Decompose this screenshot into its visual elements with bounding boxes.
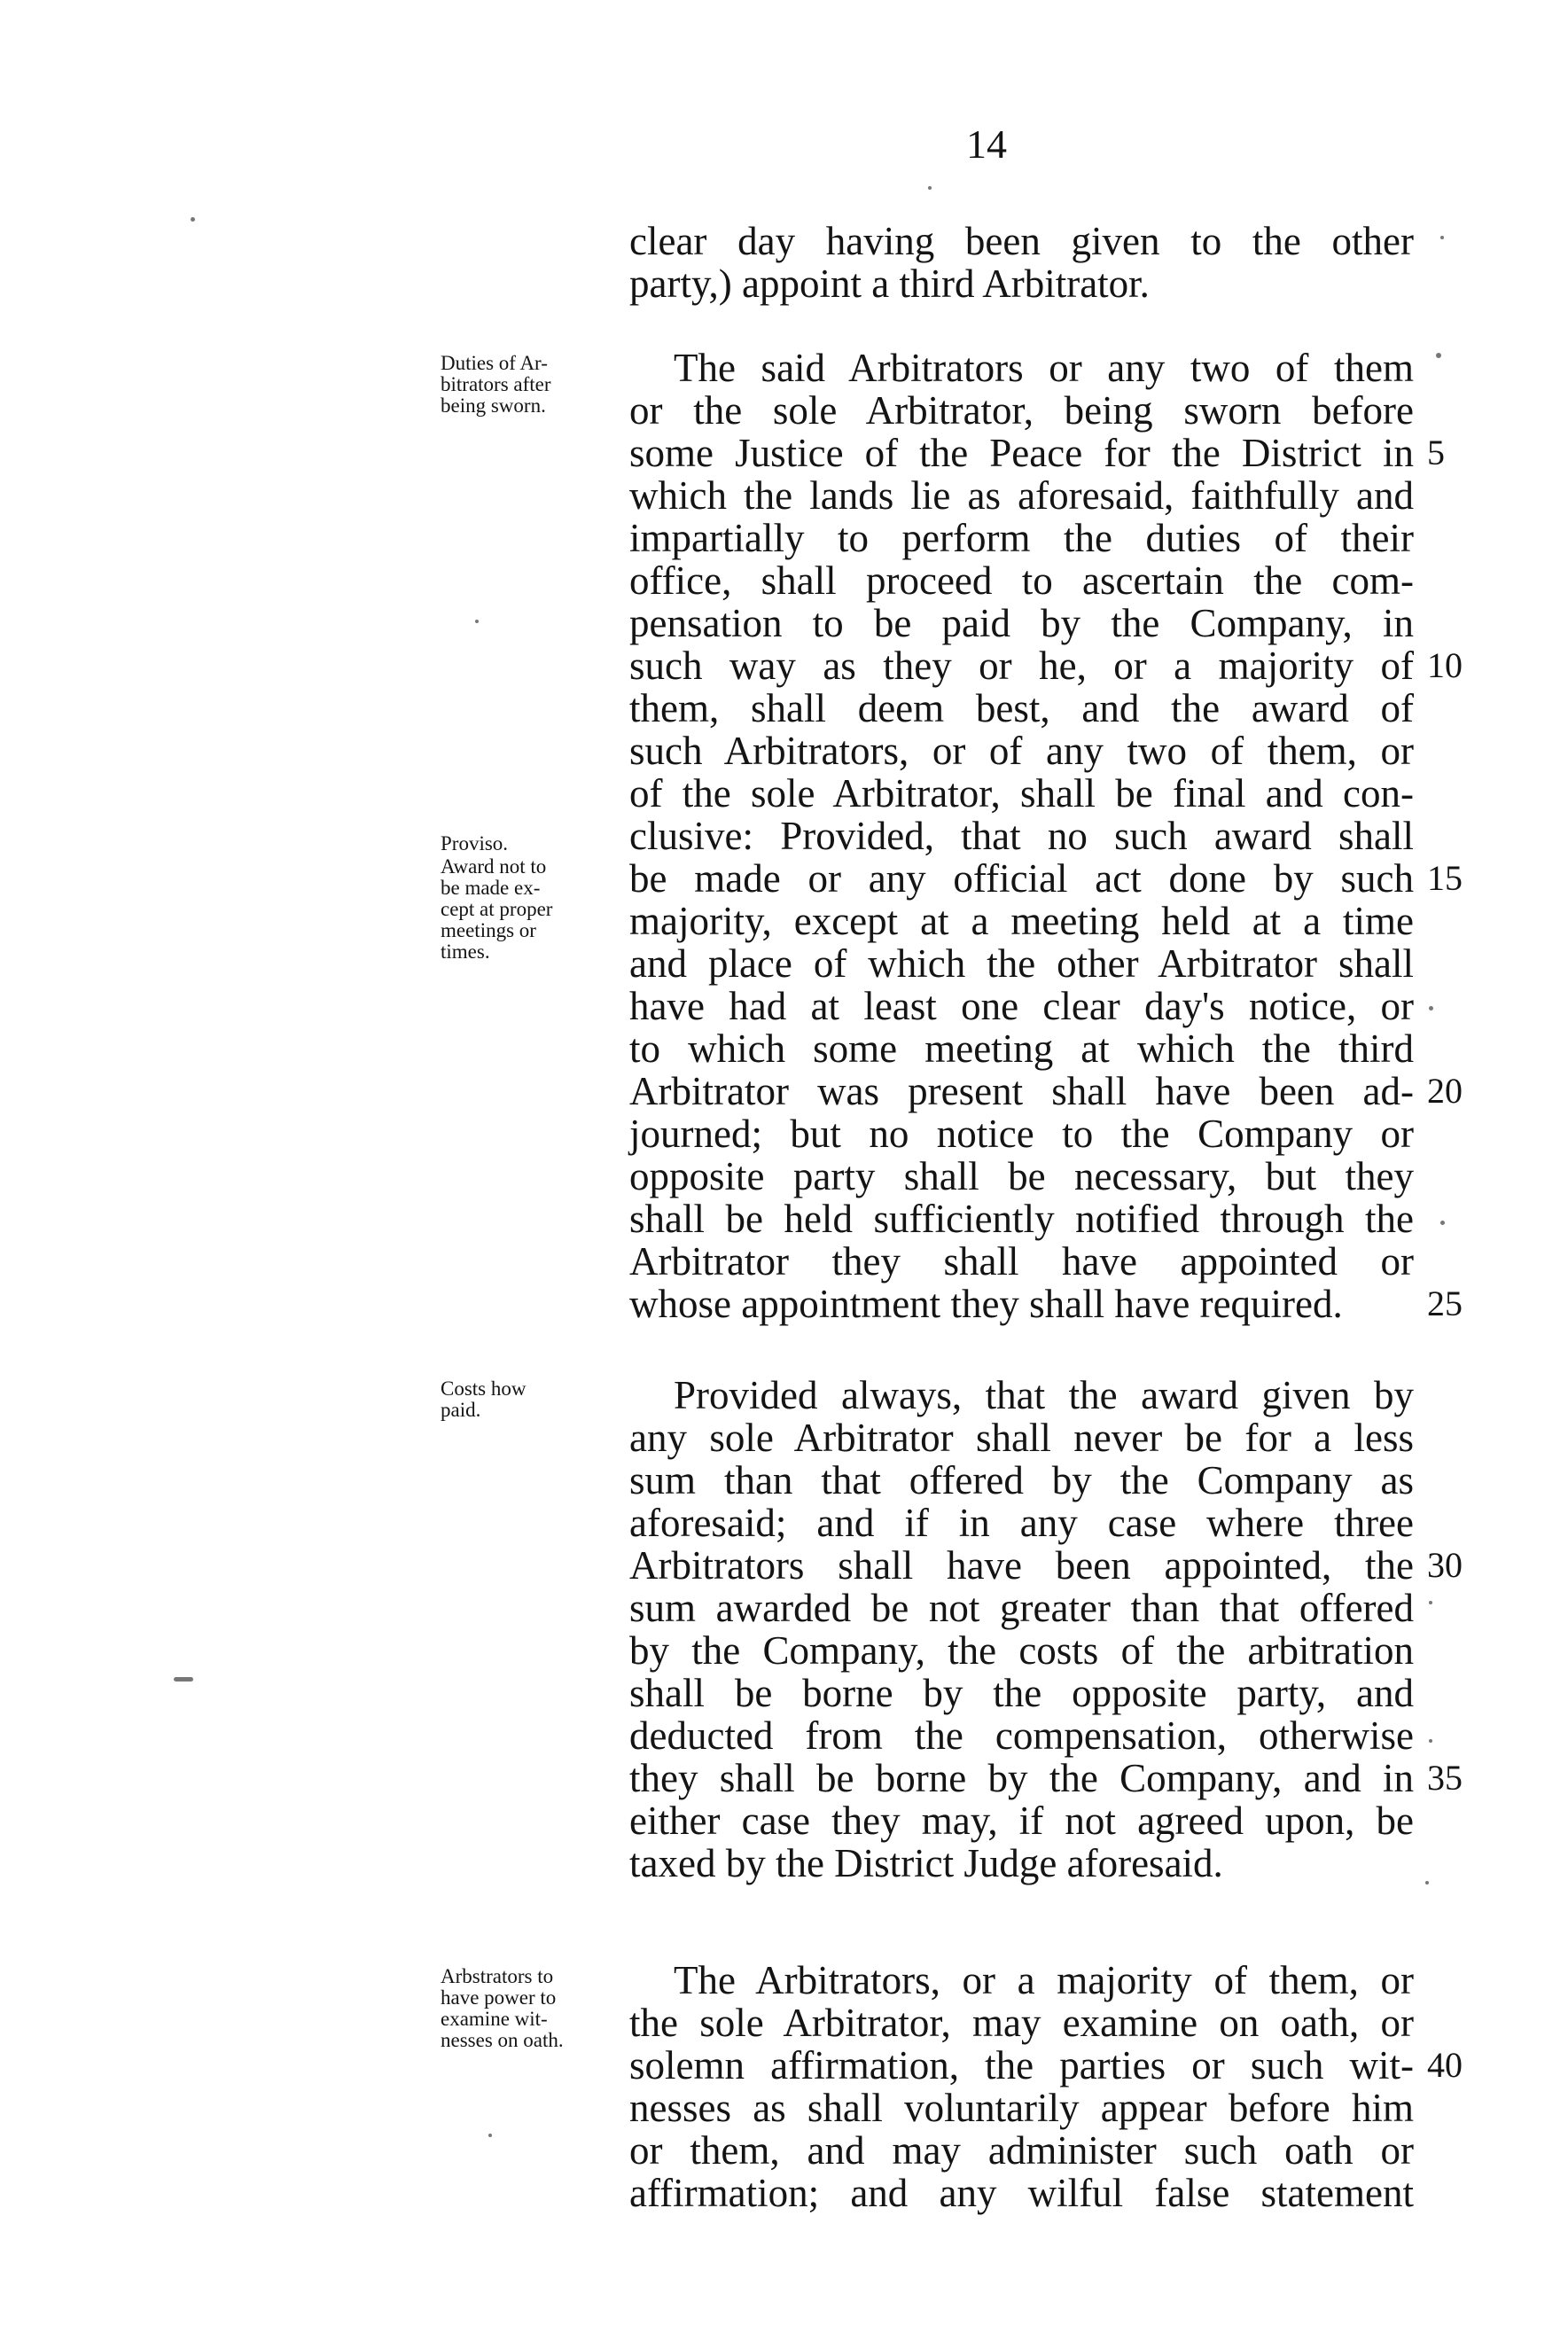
text-line: affirmation; and any wilful false statement <box>629 2171 1414 2215</box>
text-line: pensation to be paid by the Company, in <box>629 601 1414 645</box>
text-line: of the sole Arbitrator, shall be final and con- <box>629 771 1414 815</box>
line-number: 25 <box>1427 1284 1463 1323</box>
text-line: clusive: Provided, that no such award shall <box>629 814 1414 858</box>
margin-note-line: Duties of Ar- <box>441 352 548 374</box>
margin-note-line: cept at proper <box>441 898 553 920</box>
scan-speck <box>1429 1601 1432 1604</box>
margin-note-line: times. <box>441 940 490 963</box>
text-line: or them, and may administer such oath or <box>629 2128 1414 2173</box>
margin-note-duties <box>441 353 627 417</box>
text-line: which the lands lie as aforesaid, faithfully and <box>629 473 1414 518</box>
scan-speck <box>928 186 932 190</box>
text-line: sum than that offered by the Company as <box>629 1458 1414 1502</box>
text-line: Arbitrators shall have been appointed, the <box>629 1543 1414 1588</box>
margin-note-line: paid. <box>441 1399 481 1421</box>
text-line: shall be borne by the opposite party, and <box>629 1671 1414 1715</box>
margin-note-line: examine wit- <box>441 2008 548 2030</box>
margin-note-costs <box>441 1378 627 1421</box>
line-number: 20 <box>1427 1071 1463 1111</box>
scan-speck <box>488 2134 492 2137</box>
text-line: taxed by the District Judge aforesaid. <box>629 1841 1223 1885</box>
text-line: such way as they or he, or a majority of <box>629 644 1414 688</box>
text-line: journed; but no notice to the Company or <box>629 1112 1414 1156</box>
text-line: by the Company, the costs of the arbitration <box>629 1628 1414 1673</box>
text-line: Arbitrator they shall have appointed or <box>629 1239 1414 1284</box>
text-line: them, shall deem best, and the award of <box>629 686 1414 730</box>
text-line: The said Arbitrators or any two of them <box>674 346 1414 390</box>
text-line: whose appointment they shall have required. <box>629 1282 1343 1326</box>
margin-note-award <box>441 856 627 963</box>
scan-speck <box>1429 1739 1432 1743</box>
scan-speck <box>1429 1006 1433 1011</box>
text-line: majority, except at a meeting held at a time <box>629 899 1414 943</box>
text-line: aforesaid; and if in any case where three <box>629 1501 1414 1545</box>
scan-speck <box>1436 353 1441 358</box>
scan-speck <box>1425 1881 1429 1885</box>
text-line: either case they may, if not agreed upon, be <box>629 1799 1414 1843</box>
page-number: 14 <box>966 121 1007 167</box>
text-line: to which some meeting at which the third <box>629 1026 1414 1071</box>
text-line: opposite party shall be necessary, but they <box>629 1154 1414 1198</box>
line-number: 30 <box>1427 1545 1463 1585</box>
margin-note-line: bitrators after <box>441 373 551 395</box>
text-line: such Arbitrators, or of any two of them, or <box>629 729 1414 773</box>
scan-speck <box>191 217 195 222</box>
text-line: any sole Arbitrator shall never be for a less <box>629 1416 1414 1460</box>
text-line: Provided always, that the award given by <box>674 1373 1414 1417</box>
margin-note-line: Proviso. <box>441 832 509 854</box>
scan-speck <box>1440 236 1444 239</box>
scan-speck <box>174 1677 193 1682</box>
text-line: party,) appoint a third Arbitrator. <box>629 261 1150 306</box>
scan-speck <box>1440 1221 1445 1225</box>
text-line: have had at least one clear day's notice, or <box>629 984 1414 1028</box>
scan-speck <box>475 620 479 623</box>
margin-note-arbitrators-power <box>441 1966 627 2051</box>
margin-note-line: Costs how <box>441 1377 527 1400</box>
text-line: shall be held sufficiently notified through the <box>629 1197 1414 1241</box>
text-line: impartially to perform the duties of their <box>629 516 1414 560</box>
margin-note-line: being sworn. <box>441 394 546 417</box>
text-line: deducted from the compensation, otherwise <box>629 1713 1414 1758</box>
text-line: and place of which the other Arbitrator shall <box>629 941 1414 986</box>
margin-note-line: Arbstrators to <box>441 1965 554 1987</box>
text-line: nesses as shall voluntarily appear before him <box>629 2086 1414 2130</box>
margin-note-line: have power to <box>441 1986 557 2009</box>
text-line: be made or any official act done by such <box>629 856 1414 901</box>
text-line: Arbitrator was present shall have been ad- <box>629 1069 1414 1113</box>
line-number: 15 <box>1427 858 1463 898</box>
line-number: 5 <box>1427 433 1445 472</box>
paragraph-arbitrators-examine <box>629 1959 1414 2214</box>
paragraph-duties-of-arbitrators <box>629 347 1414 1325</box>
paragraph-continuation <box>629 220 1414 305</box>
text-line: they shall be borne by the Company, and in <box>629 1756 1414 1800</box>
paragraph-costs <box>629 1374 1414 1885</box>
text-line: The Arbitrators, or a majority of them, or <box>674 1958 1414 2002</box>
text-line: some Justice of the Peace for the District in <box>629 431 1414 475</box>
margin-note-line: Award not to <box>441 855 547 878</box>
margin-note-proviso <box>441 833 627 854</box>
line-number: 35 <box>1427 1758 1463 1798</box>
text-line: office, shall proceed to ascertain the com- <box>629 558 1414 603</box>
text-line: or the sole Arbitrator, being sworn before <box>629 388 1414 433</box>
margin-note-line: nesses on oath. <box>441 2029 564 2051</box>
text-line: clear day having been given to the other <box>629 219 1414 263</box>
margin-note-line: meetings or <box>441 919 536 941</box>
line-number: 40 <box>1427 2045 1463 2085</box>
line-number: 10 <box>1427 645 1463 685</box>
margin-note-line: be made ex- <box>441 877 541 899</box>
text-line: sum awarded be not greater than that offered <box>629 1586 1414 1630</box>
text-line: the sole Arbitrator, may examine on oath, or <box>629 2001 1414 2045</box>
text-line: solemn affirmation, the parties or such wit- <box>629 2043 1414 2087</box>
